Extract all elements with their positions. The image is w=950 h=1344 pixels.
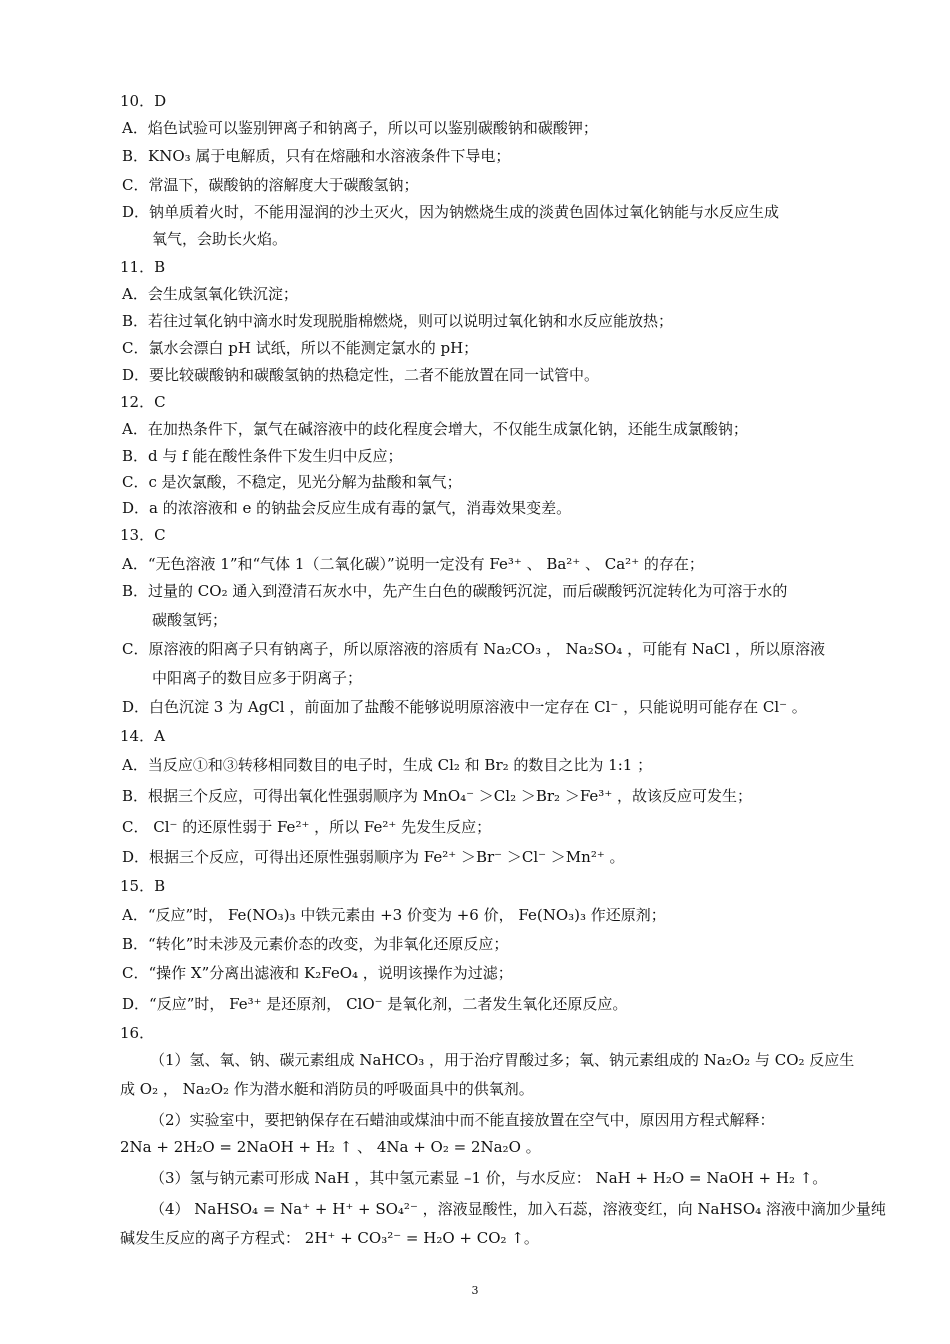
option-d-explanation: D．“反应”时， Fe³⁺ 是还原剂， ClO⁻ 是氧化剂，二者发生氧化还原反应。 bbox=[122, 995, 628, 1013]
option-c-explanation: C． Cl⁻ 的还原性弱于 Fe²⁺ ，所以 Fe²⁺ 先发生反应； bbox=[122, 818, 492, 836]
option-c-explanation: C．常温下，碳酸钠的溶解度大于碳酸氢钠； bbox=[122, 176, 419, 194]
option-b-explanation: B．过量的 CO₂ 通入到澄清石灰水中，先产生白色的碳酸钙沉淀，而后碳酸钙沉淀转化为可溶于水的 bbox=[122, 582, 788, 600]
option-a-explanation: A．当反应①和③转移相同数目的电子时，生成 Cl₂ 和 Br₂ 的数目之比为 1:1 ； bbox=[122, 756, 653, 774]
option-b-explanation: B．若往过氧化钠中滴水时发现脱脂棉燃烧，则可以说明过氧化钠和水反应能放热； bbox=[122, 312, 674, 330]
option-c-continuation: 中阳离子的数目应多于阴离子； bbox=[152, 669, 363, 687]
option-a-explanation: A．在加热条件下，氯气在碱溶液中的歧化程度会增大，不仅能生成氯化钠，还能生成氯酸钠； bbox=[122, 420, 748, 438]
option-b-explanation: B．KNO₃ 属于电解质，只有在熔融和水溶液条件下导电； bbox=[122, 147, 511, 165]
option-b-continuation: 碳酸氢钙； bbox=[152, 611, 228, 629]
option-c-explanation: C．原溶液的阳离子只有钠离子，所以原溶液的溶质有 Na₂CO₃ ， Na₂SO₄ ，可能有 NaCl ，所以原溶液 bbox=[122, 640, 825, 658]
option-a-explanation: A．“反应”时， Fe(NO₃)₃ 中铁元素由 +3 价变为 +6 价， Fe(NO₃)₃ 作还原剂； bbox=[122, 906, 666, 924]
option-c-explanation: C．“操作 X”分离出滤液和 K₂FeO₄ ，说明该操作为过滤； bbox=[122, 964, 513, 982]
option-b-explanation: B．“转化”时未涉及元素价态的改变，为非氧化还原反应； bbox=[122, 935, 509, 953]
option-d-explanation: D．根据三个反应，可得出还原性强弱顺序为 Fe²⁺ ＞Br⁻ ＞Cl⁻ ＞Mn²⁺ 。 bbox=[122, 848, 625, 866]
part-2-text: （2）实验室中，要把钠保存在石蜡油或煤油中而不能直接放置在空气中，原因用方程式解释： bbox=[150, 1111, 775, 1129]
option-a-explanation: A．会生成氢氧化铁沉淀； bbox=[122, 285, 298, 303]
question-14-answer: 14．A bbox=[120, 727, 165, 745]
question-10-answer: 10．D bbox=[120, 92, 167, 110]
part-1-text: （1）氢、氧、钠、碳元素组成 NaHCO₃ ，用于治疗胃酸过多；氧、钠元素组成的 Na₂O₂ 与 CO₂ 反应生 bbox=[150, 1051, 855, 1069]
option-a-explanation: A．焰色试验可以鉴别钾离子和钠离子，所以可以鉴别碳酸钠和碳酸钾； bbox=[122, 119, 598, 137]
option-c-explanation: C．氯水会漂白 pH 试纸，所以不能测定氯水的 pH； bbox=[122, 339, 479, 357]
option-d-continuation: 氧气，会助长火焰。 bbox=[152, 230, 288, 248]
part-2-equations: 2Na + 2H₂O = 2NaOH + H₂ ↑ 、 4Na + O₂ = 2Na₂O 。 bbox=[120, 1138, 541, 1156]
option-d-explanation: D．白色沉淀 3 为 AgCl ，前面加了盐酸不能够说明原溶液中一定存在 Cl⁻ ，只能说明可能存在 Cl⁻ 。 bbox=[122, 698, 807, 716]
option-a-explanation: A．“无色溶液 1”和“气体 1（二氧化碳）”说明一定没有 Fe³⁺ 、 Ba²⁺ 、 Ca²⁺ 的存在； bbox=[122, 555, 704, 573]
question-15-answer: 15．B bbox=[120, 877, 166, 895]
option-b-explanation: B．d 与 f 能在酸性条件下发生归中反应； bbox=[122, 447, 403, 465]
page-number: 3 bbox=[471, 1284, 479, 1297]
option-d-explanation: D．a 的浓溶液和 e 的钠盐会反应生成有毒的氯气，消毒效果变差。 bbox=[122, 499, 572, 517]
part-4-text: （4） NaHSO₄ = Na⁺ + H⁺ + SO₄²⁻ ，溶液显酸性，加入石蕊，溶液变红，向 NaHSO₄ 溶液中滴加少量纯 bbox=[150, 1200, 886, 1218]
question-12-answer: 12．C bbox=[120, 393, 166, 411]
option-d-explanation: D．要比较碳酸钠和碳酸氢钠的热稳定性，二者不能放置在同一试管中。 bbox=[122, 366, 600, 384]
option-c-explanation: C．c 是次氯酸，不稳定，见光分解为盐酸和氧气； bbox=[122, 473, 462, 491]
part-1-continuation: 成 O₂ ， Na₂O₂ 作为潜水艇和消防员的呼吸面具中的供氧剂。 bbox=[120, 1080, 534, 1098]
part-3-text: （3）氢与钠元素可形成 NaH ，其中氢元素显 –1 价，与水反应： NaH + H₂O = NaOH + H₂ ↑。 bbox=[150, 1169, 828, 1187]
question-13-answer: 13．C bbox=[120, 526, 166, 544]
question-11-answer: 11．B bbox=[120, 258, 166, 276]
option-b-explanation: B．根据三个反应，可得出氧化性强弱顺序为 MnO₄⁻ ＞Cl₂ ＞Br₂ ＞Fe³⁺ ，故该反应可发生； bbox=[122, 787, 753, 805]
part-4-continuation: 碱发生反应的离子方程式： 2H⁺ + CO₃²⁻ = H₂O + CO₂ ↑。 bbox=[120, 1229, 539, 1247]
question-16-heading: 16． bbox=[120, 1024, 155, 1042]
option-d-explanation: D．钠单质着火时，不能用湿润的沙土灭火，因为钠燃烧生成的淡黄色固体过氧化钠能与水反应生成 bbox=[122, 203, 780, 221]
